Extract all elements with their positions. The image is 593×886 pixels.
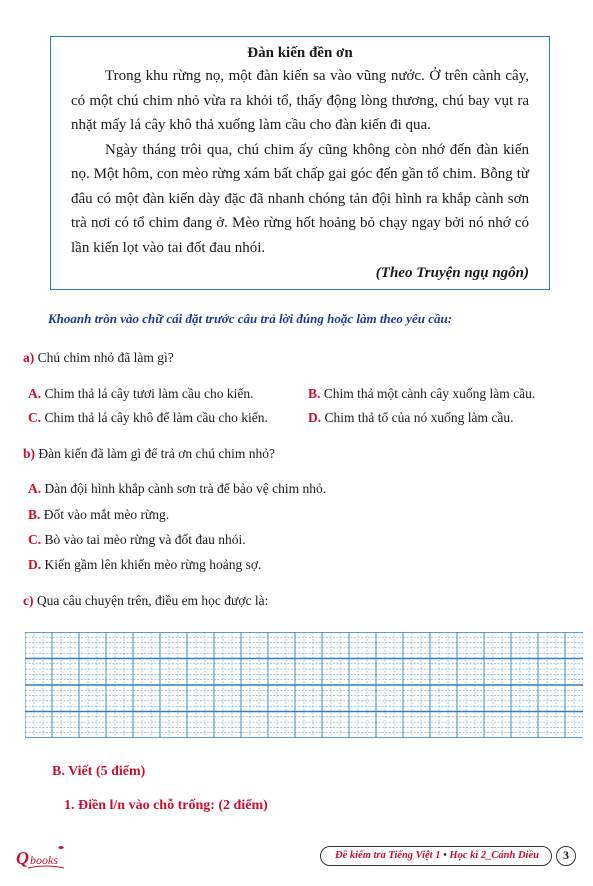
question-b-option-a[interactable] [28,481,326,497]
question-b-option-b[interactable] [28,507,169,523]
story-paragraph-2: Ngày tháng trôi qua, chú chim ấy cũng không còn nhớ đến đàn kiến nọ. Một hôm, con mèo rừng xám bất chấp gai góc đến gần tổ chim. Bỗng từ đâu có một đàn kiến dày đặc đã nhanh chóng tản đội hình ra khắp cành sơn trà nơi có tổ chim đang ở. Mèo rừng hốt hoảng bỏ chạy ngay bởi nó nhớ có lần kiến lọt vào tai đốt đau nhói. [71,141,529,256]
footer-text-1: Đề kiểm tra Tiếng Việt 1 [335,850,441,861]
option-text: Đốt vào mắt mèo rừng. [43,507,170,522]
option-text: Chim thả một cành cây xuống làm cầu. [323,386,536,401]
question-b-option-d[interactable] [28,557,261,573]
question-c-letter: c) [23,593,34,608]
footer-label [320,846,552,866]
option-letter: B. [308,386,321,401]
page-number: 3 [556,846,576,866]
option-text: Chim thả lá cây tươi làm cầu cho kiến. [44,386,254,401]
option-text: Bò vào tai mèo rừng và đốt đau nhói. [44,532,246,547]
question-b [23,446,275,462]
qbooks-logo [14,842,74,872]
question-a-text: Chú chim nhỏ đã làm gì? [37,350,174,365]
option-letter: A. [28,481,42,496]
option-letter: B. [28,507,41,522]
option-letter: D. [308,410,322,425]
svg-text:Q: Q [16,848,29,868]
question-a-letter: a) [23,350,35,365]
question-b-text: Đàn kiến đã làm gì để trả ơn chú chim nhỏ? [38,446,275,461]
question-c [23,593,268,609]
option-letter: C. [28,532,42,547]
option-text: Chim thả tổ của nó xuống làm cầu. [324,410,514,425]
story-paragraph-1: Trong khu rừng nọ, một đàn kiến sa vào vũng nước. Ở trên cành cây, có một chú chim nhỏ vừa ra khỏi tổ, thấy động lòng thương, chú bay vụt ra nhặt mấy lá cây khô thả xuống làm cầu cho đàn kiến đi qua. [71,68,529,133]
section-b-item-1: 1. Điền l/n vào chỗ trống: (2 điểm) [64,798,268,813]
instruction-text: Khoanh tròn vào chữ cái đặt trước câu trả lời đúng hoặc làm theo yêu cầu: [48,311,453,326]
story-title: Đàn kiến đền ơn [247,45,353,61]
question-b-option-c[interactable] [28,532,246,548]
question-a-option-c[interactable] [28,410,268,426]
handwriting-grid[interactable] [25,632,583,738]
question-c-text: Qua câu chuyện trên, điều em học được là: [36,593,269,608]
footer-text-2: Học kì 2_Cánh Diều [449,850,539,861]
question-a-option-a[interactable] [28,386,254,402]
story-source: (Theo Truyện ngụ ngôn) [375,265,529,281]
section-b-title: B. Viết (5 điểm) [52,764,146,779]
option-text: Kiến gầm lên khiến mèo rừng hoảng sợ. [44,557,262,572]
option-letter: A. [28,386,42,401]
question-a-option-b[interactable] [308,386,535,402]
question-b-letter: b) [23,446,36,461]
option-text: Dàn đội hình khắp cành sơn trà để bảo vệ chim nhỏ. [44,481,327,496]
svg-text:books: books [30,853,58,867]
footer-separator: • [443,850,447,861]
option-letter: D. [28,557,42,572]
question-a-option-d[interactable] [308,410,513,426]
option-letter: C. [28,410,42,425]
option-text: Chim thả lá cây khô để làm cầu cho kiến. [44,410,268,425]
question-a [23,350,174,366]
story-box [50,36,550,290]
